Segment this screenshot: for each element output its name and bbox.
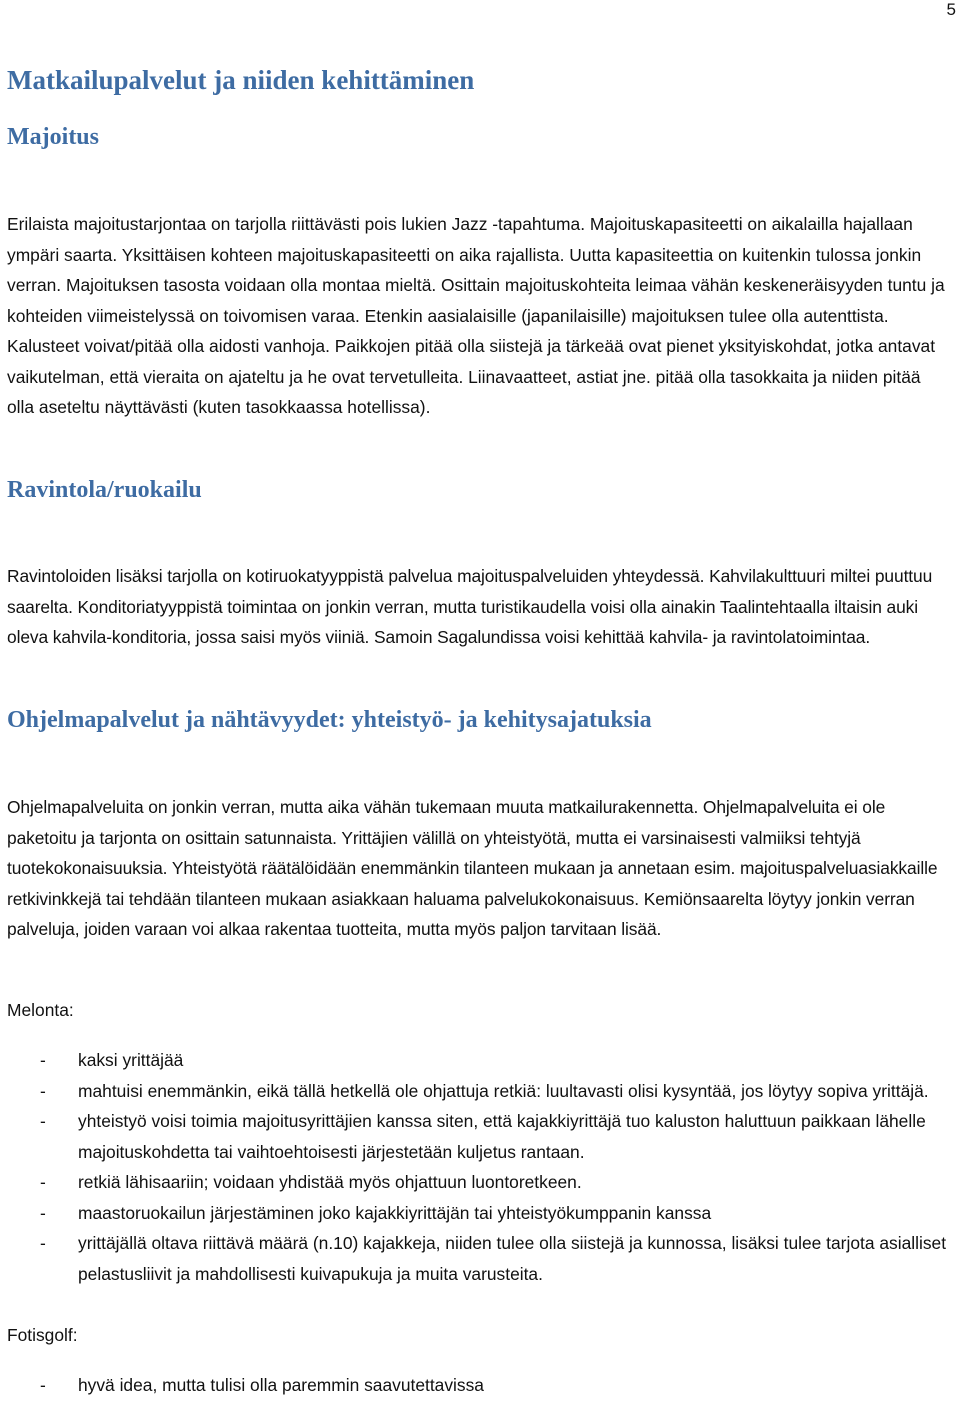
paragraph-ravintola: Ravintoloiden lisäksi tarjolla on kotiruokatyyppistä palvelua majoituspalveluiden yhteydessä. Kahvilakulttuuri miltei puuttuu saarelta. Konditoriatyyppistä toimintaa on jonkin verran, mutta turistikaudella voisi olla ainakin Taalintehtaalla iltaisin auki oleva kahvila-konditoria, jossa saisi myös viiniä. Samoin Sagalundissa voisi kehittää kahvila- ja ravintolatoimintaa.: [7, 566, 933, 647]
label-fotisgolf: Fotisgolf:: [7, 1325, 78, 1345]
main-heading: Matkailupalvelut ja niiden kehittäminen: [7, 65, 475, 95]
list-item: [7, 1045, 952, 1076]
paragraph-majoitus: Erilaista majoitustarjontaa on tarjolla riittävästi pois lukien Jazz -tapahtuma. Majoituskapasiteetti on aikalailla hajallaan ympäri saarta. Yksittäisen kohteen majoituskapasiteetti on aika rajallista. Uutta kapasiteettia on kuitenkin tulossa jonkin verran. Majoituksen tasosta voidaan olla montaa mieltä. Osittain majoituskohteita leimaa vähän keskeneräisyyden tuntu ja kohteiden viimeistelyssä on toivomisen varaa. Etenkin aasialaisille (japanilaisille) majoituksen tulee olla autenttista. Kalusteet voivat/pitää olla aidosti vanhoja. Paikkojen pitää olla siistejä ja tärkeää ovat pienet yksityiskohdat, jotka antavat vaikutelman, että vieraita on ajateltu ja he ovat tervetulleita. Liinavaatteet, astiat jne. pitää olla tasokkaita ja niiden pitää olla aseteltu näyttävästi (kuten tasokkaassa hotellissa).: [7, 214, 945, 417]
bullet-dash: -: [40, 1233, 46, 1253]
list-item-text: yhteistyö voisi toimia majoitusyrittäjien kanssa siten, että kajakkiyrittäjä tuo kaluston haluttuun paikkaan lähelle majoituskohdetta tai vaihtoehtoisesti järjestetään kuljetus rantaan.: [78, 1111, 926, 1162]
bullet-dash: -: [40, 1172, 46, 1192]
page-number: 5: [946, 0, 956, 19]
list-item-text: retkiä lähisaariin; voidaan yhdistää myös ohjattuun luontoretkeen.: [78, 1172, 582, 1192]
list-melonta: [7, 1045, 952, 1289]
list-item-text: kaksi yrittäjää: [78, 1050, 184, 1070]
bullet-dash: -: [40, 1202, 46, 1223]
list-item-text: yrittäjällä oltava riittävä määrä (n.10) kajakkeja, niiden tulee olla siistejä ja kunnossa, lisäksi tulee tarjota asialliset pelastusliivit ja mahdollisesti kuivapukuja ja muita varusteita.: [78, 1233, 947, 1284]
bullet-dash: -: [40, 1375, 46, 1395]
list-item: [7, 1167, 952, 1198]
section-heading-ravintola: Ravintola/ruokailu: [7, 477, 202, 503]
list-item-text: maastoruokailun järjestäminen joko kajakkiyrittäjän tai yhteistyökumppanin kanssa: [78, 1202, 712, 1223]
list-item-text: hyvä idea, mutta tulisi olla paremmin saavutettavissa: [78, 1375, 484, 1395]
bullet-dash: -: [40, 1111, 46, 1131]
list-fotisgolf: [7, 1370, 952, 1401]
list-item-text: mahtuisi enemmänkin, eikä tällä hetkellä ole ohjattuja retkiä: luultavasti olisi kysyntää, jos löytyy sopiva yrittäjä.: [78, 1080, 929, 1101]
bullet-dash: -: [40, 1080, 46, 1101]
list-item: [7, 1076, 952, 1107]
paragraph-ohjelma: Ohjelmapalveluita on jonkin verran, mutta aika vähän tukemaan muuta matkailurakennetta. Ohjelmapalveluita ei ole paketoitu ja tarjonta on osittain satunnaista. Yrittäjien välillä on yhteistyötä, mutta ei varsinaisesti valmiiksi tehtyjä tuotekokonaisuuksia. Yhteistyötä räätälöidään enemmänkin tilanteen mukaan ja annetaan esim. majoituspalveluasiakkaille retkivinkkejä tai tehdään tilanteen mukaan asiakkaan haluama palvelukokonaisuus. Kemiönsaarelta löytyy jonkin verran palveluja, joiden varaan voi alkaa rakentaa tuotteita, mutta myös paljon tarvitaan lisää.: [7, 797, 938, 939]
label-melonta: Melonta:: [7, 1000, 74, 1020]
list-item: [7, 1228, 952, 1289]
bullet-dash: -: [40, 1050, 46, 1070]
list-item: [7, 1370, 952, 1401]
section-heading-majoitus: Majoitus: [7, 124, 99, 150]
list-item: [7, 1198, 952, 1229]
section-heading-ohjelma: Ohjelmapalvelut ja nähtävyydet: yhteistyö- ja kehitysajatuksia: [7, 707, 652, 733]
list-item: [7, 1106, 952, 1167]
